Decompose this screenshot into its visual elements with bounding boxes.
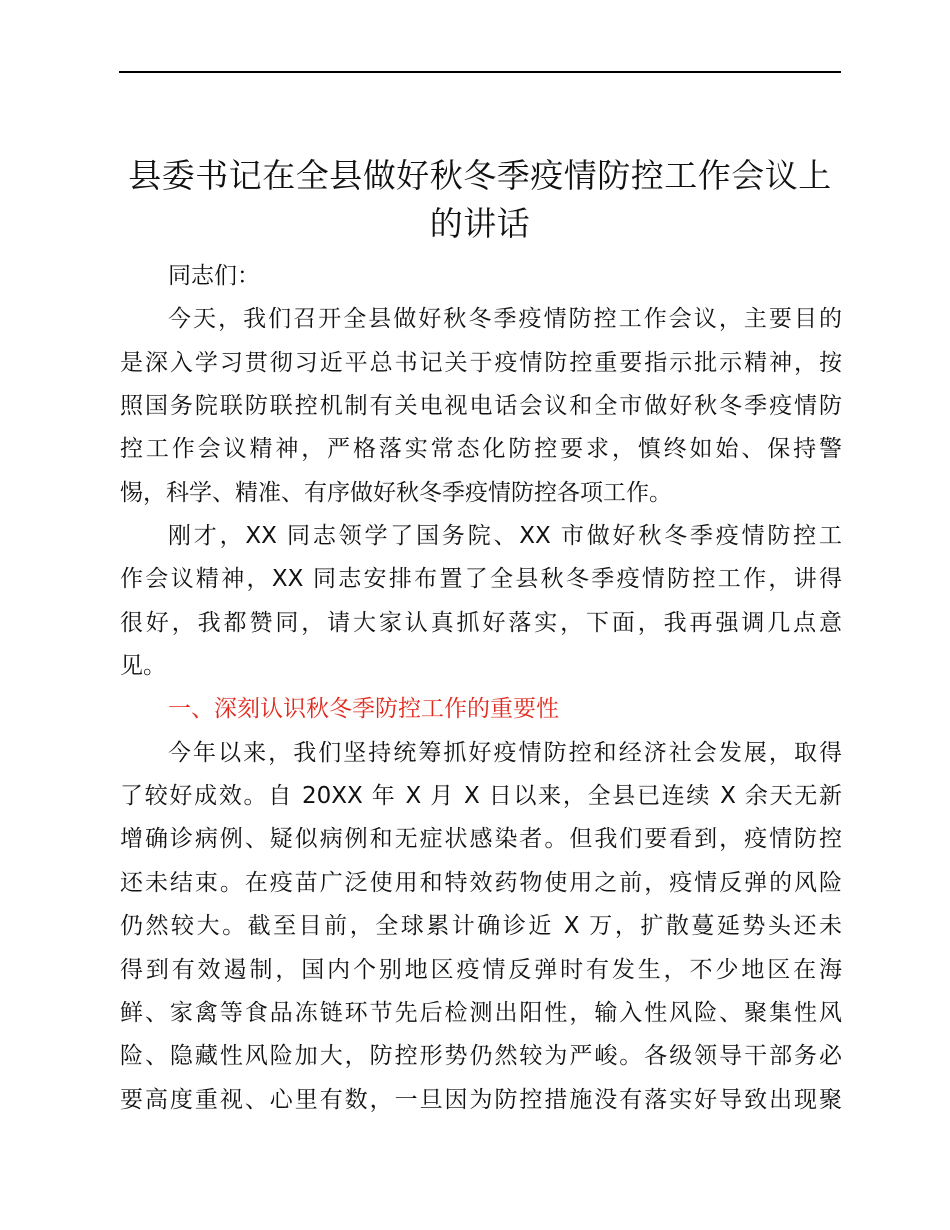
paragraph-line: 仍然较大。截至目前，全球累计确诊近 X 万，扩散蔓延势头还未: [120, 913, 842, 940]
paragraph-line: 了较好成效。自 20XX 年 X 月 X 日以来，全县已连续 X 余天无新: [120, 783, 842, 810]
paragraph-line: 见。: [120, 653, 166, 680]
section-heading: 一、深刻认识秋冬季防控工作的重要性: [168, 696, 559, 723]
paragraph-line: 是深入学习贯彻习近平总书记关于疫情防控重要指示批示精神，按: [120, 349, 842, 376]
paragraph-line: 今天，我们召开全县做好秋冬季疫情防控工作会议，主要目的: [168, 306, 842, 333]
paragraph-line: 鲜、家禽等食品冻链环节先后检测出阳性，输入性风险、聚集性风: [120, 999, 842, 1026]
paragraph-line: 控工作会议精神，严格落实常态化防控要求，慎终如始、保持警: [120, 436, 842, 463]
paragraph-2: [120, 515, 842, 688]
paragraph-line: 今年以来，我们坚持统筹抓好疫情防控和经济社会发展，取得: [168, 739, 842, 766]
header-rule: [119, 71, 841, 73]
paragraph-line: 得到有效遏制，国内个别地区疫情反弹时有发生，不少地区在海: [120, 956, 842, 983]
document-title: [110, 152, 850, 248]
title-line-2: 的讲话: [429, 204, 531, 244]
paragraph-line: 还未结束。在疫苗广泛使用和特效药物使用之前，疫情反弹的风险: [120, 869, 842, 896]
paragraph-line: 要高度重视、心里有数，一旦因为防控措施没有落实好导致出现聚: [120, 1086, 842, 1113]
paragraph-line: 刚才，XX 同志领学了国务院、XX 市做好秋冬季疫情防控工: [168, 523, 842, 550]
salutation: 同志们：: [168, 263, 260, 289]
paragraph-1: [120, 298, 842, 515]
document-body: [120, 255, 842, 1122]
title-line-1: 县委书记在全县做好秋冬季疫情防控工作会议上: [128, 156, 832, 196]
paragraph-line: 增确诊病例、疑似病例和无症状感染者。但我们要看到，疫情防控: [120, 826, 842, 853]
paragraph-3: [120, 732, 842, 1122]
paragraph-line: 险、隐藏性风险加大，防控形势仍然较为严峻。各级领导干部务必: [120, 1043, 842, 1070]
paragraph-line: 照国务院联防联控机制有关电视电话会议和全市做好秋冬季疫情防: [120, 393, 842, 420]
paragraph-line: 惕，科学、精准、有序做好秋冬季疫情防控各项工作。: [120, 479, 672, 506]
paragraph-line: 很好，我都赞同，请大家认真抓好落实，下面，我再强调几点意: [120, 609, 842, 636]
paragraph-line: 作会议精神，XX 同志安排布置了全县秋冬季疫情防控工作，讲得: [120, 566, 842, 593]
